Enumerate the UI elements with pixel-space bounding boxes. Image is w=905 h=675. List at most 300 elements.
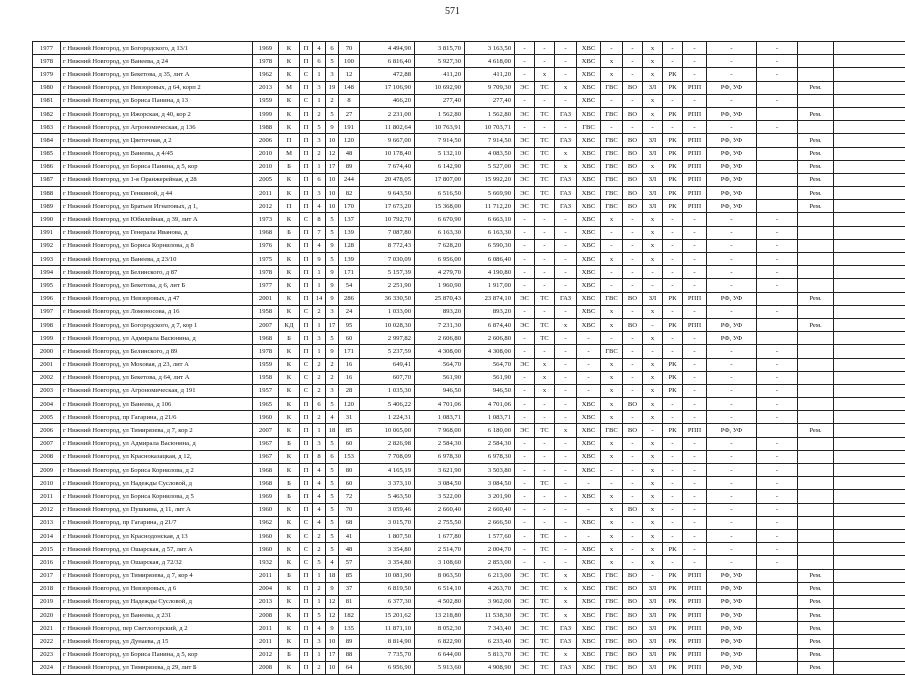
cell-elevator: - bbox=[643, 266, 663, 279]
cell-type-code: К bbox=[279, 42, 300, 55]
cell-apartments-count: 182 bbox=[339, 609, 360, 622]
cell-apartments-count: 60 bbox=[339, 437, 360, 450]
cell-elevator: х bbox=[643, 556, 663, 569]
cell-total-area: 1 033,00 bbox=[360, 305, 415, 318]
cell-living-area: 7 628,20 bbox=[415, 239, 465, 252]
cell-cold-water: - bbox=[577, 358, 601, 371]
cell-notes bbox=[834, 213, 905, 226]
table-row bbox=[33, 160, 905, 173]
cell-notes bbox=[834, 609, 905, 622]
cell-type-code: К bbox=[279, 121, 300, 134]
cell-blank bbox=[757, 609, 798, 622]
cell-facade-repair: - bbox=[683, 55, 707, 68]
cell-hot-water: х bbox=[601, 450, 623, 463]
cell-year-built: 1962 bbox=[253, 68, 279, 81]
cell-floors-count: 5 bbox=[326, 543, 339, 556]
cell-heat-supply: х bbox=[535, 68, 555, 81]
cell-cold-water: ХВС bbox=[577, 200, 601, 213]
cell-wall-code: П bbox=[300, 437, 313, 450]
table-row bbox=[33, 134, 905, 147]
cell-roof-repair: - bbox=[663, 477, 683, 490]
cell-type-code: К bbox=[279, 279, 300, 292]
cell-year-built: 1958 bbox=[253, 305, 279, 318]
cell-type-code: К bbox=[279, 595, 300, 608]
cell-heat-supply: ТС bbox=[535, 318, 555, 331]
cell-apartments-count: 12 bbox=[339, 68, 360, 81]
cell-heat-supply: ТС bbox=[535, 477, 555, 490]
cell-living-area: 946,50 bbox=[415, 384, 465, 397]
cell-entrances-count: 4 bbox=[313, 42, 326, 55]
cell-blank bbox=[757, 582, 798, 595]
cell-row-number: 1985 bbox=[33, 147, 61, 160]
cell-power-supply: - bbox=[515, 279, 535, 292]
cell-floors-count: 5 bbox=[326, 503, 339, 516]
cell-apartments-count: 80 bbox=[339, 464, 360, 477]
cell-heat-supply: - bbox=[535, 345, 555, 358]
cell-residential-area: 1 083,71 bbox=[465, 411, 515, 424]
cell-total-area: 17 106,90 bbox=[360, 81, 415, 94]
cell-heat-supply: ТС bbox=[535, 569, 555, 582]
cell-type-code: К bbox=[279, 239, 300, 252]
cell-year-built: 1960 bbox=[253, 411, 279, 424]
cell-sewerage: ВО bbox=[623, 81, 643, 94]
cell-wall-code: П bbox=[300, 503, 313, 516]
cell-wall-code: П bbox=[300, 582, 313, 595]
cell-roof-repair: - bbox=[663, 529, 683, 542]
cell-type-code: К bbox=[279, 661, 300, 674]
cell-apartments-count: 100 bbox=[339, 55, 360, 68]
cell-entrances-count: 3 bbox=[313, 134, 326, 147]
cell-row-number: 1982 bbox=[33, 107, 61, 120]
cell-cold-water: ХВС bbox=[577, 160, 601, 173]
cell-repair-mark bbox=[798, 55, 834, 68]
cell-heat-supply: ТС bbox=[535, 147, 555, 160]
cell-heat-supply: ТС bbox=[535, 648, 555, 661]
cell-address: г Нижний Новгород, ул Белинского, д 89 bbox=[61, 345, 253, 358]
cell-sewerage: - bbox=[623, 94, 643, 107]
cell-notes bbox=[834, 622, 905, 635]
cell-residential-area: 7 914,50 bbox=[465, 134, 515, 147]
cell-heat-supply: - bbox=[535, 213, 555, 226]
cell-hot-water: ГВС bbox=[601, 648, 623, 661]
cell-hot-water: х bbox=[601, 490, 623, 503]
cell-power-supply: ЭС bbox=[515, 569, 535, 582]
cell-row-number: 2009 bbox=[33, 464, 61, 477]
cell-gas-supply: - bbox=[555, 411, 577, 424]
cell-notes bbox=[834, 305, 905, 318]
cell-sewerage: - bbox=[623, 305, 643, 318]
cell-roof-repair: РК bbox=[663, 200, 683, 213]
page-number: 571 bbox=[0, 6, 905, 17]
cell-power-supply: ЭС bbox=[515, 160, 535, 173]
cell-funds: - bbox=[707, 490, 757, 503]
table-row bbox=[33, 42, 905, 55]
cell-gas-supply: ГАЗ bbox=[555, 292, 577, 305]
cell-sewerage: - bbox=[623, 68, 643, 81]
table-row bbox=[33, 266, 905, 279]
cell-row-number: 2019 bbox=[33, 595, 61, 608]
cell-roof-repair: РК bbox=[663, 134, 683, 147]
cell-residential-area: 4 618,00 bbox=[465, 55, 515, 68]
cell-facade-repair: РПП bbox=[683, 173, 707, 186]
cell-living-area: 4 701,06 bbox=[415, 398, 465, 411]
cell-wall-code: П bbox=[300, 279, 313, 292]
cell-wall-code: С bbox=[300, 68, 313, 81]
cell-hot-water: - bbox=[601, 279, 623, 292]
cell-floors-count: 9 bbox=[326, 345, 339, 358]
cell-heat-supply: х bbox=[535, 371, 555, 384]
cell-address: г Нижний Новгород, пер Светлогорский, д 2 bbox=[61, 622, 253, 635]
cell-row-number: 1980 bbox=[33, 81, 61, 94]
cell-notes bbox=[834, 266, 905, 279]
cell-cold-water: ХВС bbox=[577, 661, 601, 674]
cell-apartments-count: 24 bbox=[339, 305, 360, 318]
cell-residential-area: 11 538,30 bbox=[465, 609, 515, 622]
cell-blank bbox=[757, 200, 798, 213]
cell-repair-mark bbox=[798, 305, 834, 318]
cell-notes bbox=[834, 318, 905, 331]
table-row bbox=[33, 55, 905, 68]
table-row bbox=[33, 569, 905, 582]
cell-year-built: 2008 bbox=[253, 661, 279, 674]
cell-address: г Нижний Новгород, ул Краснодонская, д 13 bbox=[61, 529, 253, 542]
cell-row-number: 2004 bbox=[33, 398, 61, 411]
cell-blank: - bbox=[757, 464, 798, 477]
cell-residential-area: 6 233,40 bbox=[465, 635, 515, 648]
cell-funds: РФ, УФ bbox=[707, 134, 757, 147]
cell-gas-supply: - bbox=[555, 477, 577, 490]
cell-hot-water: ГВС bbox=[601, 160, 623, 173]
cell-cold-water: - bbox=[577, 345, 601, 358]
cell-power-supply: - bbox=[515, 543, 535, 556]
cell-apartments-count: 135 bbox=[339, 622, 360, 635]
cell-wall-code: П bbox=[300, 332, 313, 345]
cell-apartments-count: 81 bbox=[339, 595, 360, 608]
cell-floors-count: 17 bbox=[326, 318, 339, 331]
cell-funds: - bbox=[707, 503, 757, 516]
table-row bbox=[33, 635, 905, 648]
cell-elevator: ЗЛ bbox=[643, 622, 663, 635]
cell-apartments-count: 89 bbox=[339, 160, 360, 173]
cell-row-number: 2015 bbox=[33, 543, 61, 556]
cell-total-area: 466,20 bbox=[360, 94, 415, 107]
cell-entrances-count: 2 bbox=[313, 529, 326, 542]
cell-hot-water: х bbox=[601, 516, 623, 529]
cell-heat-supply: - bbox=[535, 121, 555, 134]
cell-residential-area: 11 712,20 bbox=[465, 200, 515, 213]
cell-residential-area: 2 606,80 bbox=[465, 332, 515, 345]
cell-roof-repair: - bbox=[663, 213, 683, 226]
cell-power-supply: ЭС bbox=[515, 622, 535, 635]
cell-living-area: 6 163,30 bbox=[415, 226, 465, 239]
cell-elevator: ЗЛ bbox=[643, 147, 663, 160]
cell-type-code: К bbox=[279, 529, 300, 542]
cell-residential-area: 6 663,10 bbox=[465, 213, 515, 226]
cell-entrances-count: 4 bbox=[313, 503, 326, 516]
cell-living-area: 4 308,00 bbox=[415, 345, 465, 358]
cell-total-area: 10 028,30 bbox=[360, 318, 415, 331]
cell-type-code: Б bbox=[279, 569, 300, 582]
cell-power-supply: - bbox=[515, 68, 535, 81]
cell-address: г Нижний Новгород, ул Ошарская, д 72/32 bbox=[61, 556, 253, 569]
cell-notes bbox=[834, 477, 905, 490]
cell-hot-water: ГВС bbox=[601, 345, 623, 358]
cell-repair-mark bbox=[798, 384, 834, 397]
cell-repair-mark: Рем. bbox=[798, 147, 834, 160]
cell-total-area: 6 377,30 bbox=[360, 595, 415, 608]
cell-gas-supply: ГАЗ bbox=[555, 173, 577, 186]
cell-type-code: К bbox=[279, 371, 300, 384]
cell-total-area: 7 708,09 bbox=[360, 450, 415, 463]
cell-elevator: ЗЛ bbox=[643, 595, 663, 608]
cell-cold-water: ХВС bbox=[577, 81, 601, 94]
cell-power-supply: ЭС bbox=[515, 358, 535, 371]
cell-blank: - bbox=[757, 213, 798, 226]
cell-residential-area: 4 263,70 bbox=[465, 582, 515, 595]
cell-residential-area: 561,90 bbox=[465, 371, 515, 384]
cell-notes bbox=[834, 68, 905, 81]
cell-repair-mark bbox=[798, 450, 834, 463]
cell-type-code: К bbox=[279, 450, 300, 463]
cell-elevator: - bbox=[643, 318, 663, 331]
cell-elevator: ЗЛ bbox=[643, 292, 663, 305]
cell-entrances-count: 8 bbox=[313, 450, 326, 463]
cell-notes bbox=[834, 569, 905, 582]
cell-sewerage: - bbox=[623, 529, 643, 542]
cell-power-supply: - bbox=[515, 332, 535, 345]
cell-gas-supply: - bbox=[555, 437, 577, 450]
cell-living-area: 4 502,80 bbox=[415, 595, 465, 608]
cell-funds: РФ, УФ bbox=[707, 187, 757, 200]
cell-total-area: 7 735,70 bbox=[360, 648, 415, 661]
cell-repair-mark bbox=[798, 464, 834, 477]
cell-total-area: 8 814,90 bbox=[360, 635, 415, 648]
cell-wall-code: П bbox=[300, 345, 313, 358]
cell-year-built: 1962 bbox=[253, 516, 279, 529]
cell-notes bbox=[834, 529, 905, 542]
cell-hot-water: х bbox=[601, 213, 623, 226]
cell-repair-mark: Рем. bbox=[798, 582, 834, 595]
cell-address: г Нижний Новгород, ул Невзоровых, д 64, корп 2 bbox=[61, 81, 253, 94]
cell-heat-supply: ТС bbox=[535, 424, 555, 437]
cell-heat-supply: - bbox=[535, 279, 555, 292]
cell-gas-supply: х bbox=[555, 147, 577, 160]
cell-heat-supply: - bbox=[535, 239, 555, 252]
cell-floors-count: 5 bbox=[326, 253, 339, 266]
cell-blank: - bbox=[757, 55, 798, 68]
cell-funds: РФ, УФ bbox=[707, 160, 757, 173]
cell-facade-repair: РПП bbox=[683, 661, 707, 674]
cell-total-area: 649,41 bbox=[360, 358, 415, 371]
cell-gas-supply: - bbox=[555, 503, 577, 516]
cell-elevator: х bbox=[643, 107, 663, 120]
cell-roof-repair: - bbox=[663, 332, 683, 345]
cell-power-supply: - bbox=[515, 490, 535, 503]
cell-power-supply: - bbox=[515, 253, 535, 266]
cell-type-code: К bbox=[279, 253, 300, 266]
cell-repair-mark bbox=[798, 503, 834, 516]
cell-wall-code: П bbox=[300, 569, 313, 582]
cell-roof-repair: РК bbox=[663, 173, 683, 186]
cell-roof-repair: РК bbox=[663, 569, 683, 582]
cell-total-area: 36 330,50 bbox=[360, 292, 415, 305]
cell-sewerage: - bbox=[623, 371, 643, 384]
cell-address: г Нижний Новгород, ул Ломоносова, д 16 bbox=[61, 305, 253, 318]
cell-address: г Нижний Новгород, ул Тимирязева, д 29, лит Б bbox=[61, 661, 253, 674]
cell-entrances-count: 1 bbox=[313, 648, 326, 661]
cell-wall-code: П bbox=[300, 239, 313, 252]
cell-entrances-count: 4 bbox=[313, 622, 326, 635]
cell-notes bbox=[834, 464, 905, 477]
cell-facade-repair: - bbox=[683, 42, 707, 55]
cell-gas-supply: - bbox=[555, 516, 577, 529]
cell-residential-area: 4 190,80 bbox=[465, 266, 515, 279]
cell-apartments-count: 128 bbox=[339, 239, 360, 252]
cell-row-number: 1987 bbox=[33, 173, 61, 186]
cell-funds: РФ, УФ bbox=[707, 609, 757, 622]
cell-row-number: 2001 bbox=[33, 358, 61, 371]
cell-power-supply: ЭС bbox=[515, 582, 535, 595]
cell-roof-repair: РК bbox=[663, 292, 683, 305]
cell-residential-area: 6 086,40 bbox=[465, 253, 515, 266]
cell-elevator: х bbox=[643, 94, 663, 107]
cell-address: г Нижний Новгород, ул Агрономическая, д 136 bbox=[61, 121, 253, 134]
cell-wall-code: С bbox=[300, 384, 313, 397]
cell-blank: - bbox=[757, 398, 798, 411]
cell-row-number: 1997 bbox=[33, 305, 61, 318]
cell-year-built: 2001 bbox=[253, 292, 279, 305]
table-row bbox=[33, 239, 905, 252]
cell-floors-count: 10 bbox=[326, 661, 339, 674]
cell-gas-supply: ГАЗ bbox=[555, 635, 577, 648]
cell-heat-supply: - bbox=[535, 226, 555, 239]
table-row bbox=[33, 305, 905, 318]
table-row bbox=[33, 279, 905, 292]
cell-entrances-count: 4 bbox=[313, 239, 326, 252]
cell-cold-water: ХВС bbox=[577, 490, 601, 503]
cell-wall-code: П bbox=[300, 490, 313, 503]
cell-entrances-count: 7 bbox=[313, 226, 326, 239]
cell-blank bbox=[757, 569, 798, 582]
cell-apartments-count: 82 bbox=[339, 187, 360, 200]
cell-address: г Нижний Новгород, ул Братьев Игнатовых, д 1, bbox=[61, 200, 253, 213]
cell-total-area: 7 674,40 bbox=[360, 160, 415, 173]
cell-repair-mark: Рем. bbox=[798, 187, 834, 200]
cell-year-built: 2005 bbox=[253, 173, 279, 186]
cell-notes bbox=[834, 332, 905, 345]
cell-address: г Нижний Новгород, ул Бекетова, д 35, лит А bbox=[61, 68, 253, 81]
cell-total-area: 6 956,90 bbox=[360, 661, 415, 674]
cell-cold-water: - bbox=[577, 384, 601, 397]
cell-hot-water: ГВС bbox=[601, 635, 623, 648]
cell-sewerage: ВО bbox=[623, 173, 643, 186]
cell-total-area: 5 406,22 bbox=[360, 398, 415, 411]
cell-residential-area: 893,20 bbox=[465, 305, 515, 318]
cell-gas-supply: ГАЗ bbox=[555, 134, 577, 147]
cell-power-supply: ЭС bbox=[515, 147, 535, 160]
cell-notes bbox=[834, 279, 905, 292]
cell-elevator: х bbox=[643, 68, 663, 81]
cell-cold-water: ХВС bbox=[577, 187, 601, 200]
cell-wall-code: С bbox=[300, 516, 313, 529]
cell-gas-supply: - bbox=[555, 332, 577, 345]
cell-roof-repair: - bbox=[663, 556, 683, 569]
cell-hot-water: - bbox=[601, 226, 623, 239]
cell-entrances-count: 1 bbox=[313, 318, 326, 331]
cell-hot-water: х bbox=[601, 503, 623, 516]
cell-facade-repair: - bbox=[683, 464, 707, 477]
cell-apartments-count: 27 bbox=[339, 107, 360, 120]
cell-cold-water: ХВС bbox=[577, 55, 601, 68]
cell-residential-area: 6 163,30 bbox=[465, 226, 515, 239]
cell-repair-mark: Рем. bbox=[798, 134, 834, 147]
cell-hot-water: ГВС bbox=[601, 187, 623, 200]
cell-residential-area: 5 527,00 bbox=[465, 160, 515, 173]
cell-facade-repair: РПП bbox=[683, 609, 707, 622]
cell-elevator: ЗЛ bbox=[643, 134, 663, 147]
cell-living-area: 5 927,30 bbox=[415, 55, 465, 68]
cell-elevator: х bbox=[643, 437, 663, 450]
cell-elevator: х bbox=[643, 213, 663, 226]
cell-power-supply: ЭС bbox=[515, 595, 535, 608]
cell-blank: - bbox=[757, 450, 798, 463]
cell-entrances-count: 6 bbox=[313, 173, 326, 186]
cell-entrances-count: 5 bbox=[313, 121, 326, 134]
cell-notes bbox=[834, 345, 905, 358]
cell-floors-count: 5 bbox=[326, 490, 339, 503]
cell-floors-count: 19 bbox=[326, 81, 339, 94]
cell-apartments-count: 60 bbox=[339, 477, 360, 490]
cell-elevator: ЗЛ bbox=[643, 661, 663, 674]
cell-repair-mark bbox=[798, 371, 834, 384]
cell-cold-water: ХВС bbox=[577, 437, 601, 450]
cell-wall-code: П bbox=[300, 411, 313, 424]
cell-living-area: 561,90 bbox=[415, 371, 465, 384]
table-row bbox=[33, 490, 905, 503]
cell-residential-area: 3 084,50 bbox=[465, 477, 515, 490]
cell-power-supply: ЭС bbox=[515, 424, 535, 437]
cell-row-number: 2003 bbox=[33, 384, 61, 397]
cell-entrances-count: 1 bbox=[313, 569, 326, 582]
cell-roof-repair: - bbox=[663, 398, 683, 411]
cell-year-built: 1988 bbox=[253, 121, 279, 134]
cell-entrances-count: 4 bbox=[313, 200, 326, 213]
cell-heat-supply: ТС bbox=[535, 595, 555, 608]
cell-repair-mark bbox=[798, 437, 834, 450]
cell-roof-repair: - bbox=[663, 305, 683, 318]
cell-repair-mark bbox=[798, 94, 834, 107]
cell-sewerage: ВО bbox=[623, 147, 643, 160]
table-row bbox=[33, 450, 905, 463]
cell-power-supply: - bbox=[515, 503, 535, 516]
cell-repair-mark: Рем. bbox=[798, 81, 834, 94]
cell-wall-code: П bbox=[300, 200, 313, 213]
table-row bbox=[33, 437, 905, 450]
cell-repair-mark bbox=[798, 213, 834, 226]
cell-apartments-count: 28 bbox=[339, 384, 360, 397]
cell-cold-water: ХВС bbox=[577, 253, 601, 266]
cell-heat-supply: ТС bbox=[535, 200, 555, 213]
table-row bbox=[33, 411, 905, 424]
cell-cold-water: ХВС bbox=[577, 648, 601, 661]
cell-living-area: 6 514,10 bbox=[415, 582, 465, 595]
cell-elevator: - bbox=[643, 345, 663, 358]
cell-apartments-count: 57 bbox=[339, 556, 360, 569]
cell-type-code: К bbox=[279, 516, 300, 529]
cell-heat-supply: ТС bbox=[535, 609, 555, 622]
table-row bbox=[33, 358, 905, 371]
cell-living-area: 5 132,10 bbox=[415, 147, 465, 160]
